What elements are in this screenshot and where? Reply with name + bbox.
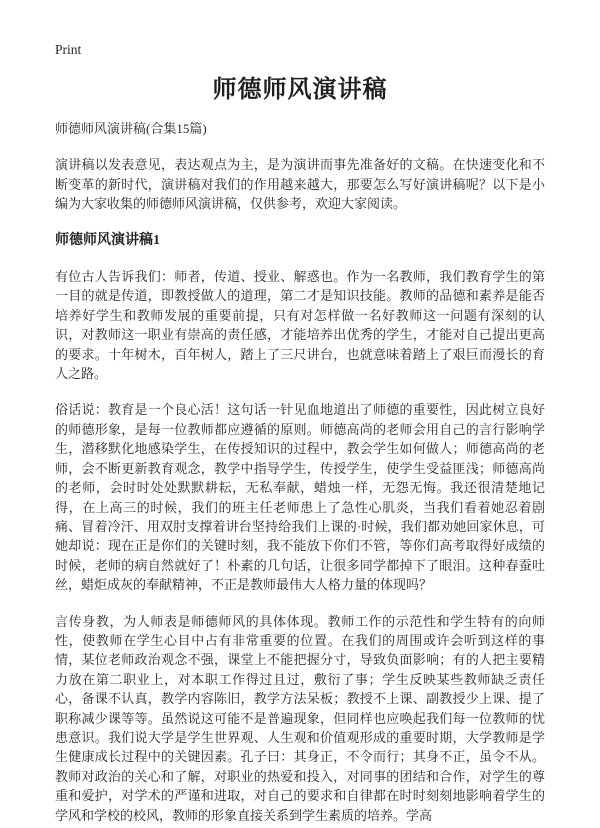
paragraph-2: 俗话说：教育是一个良心活！这句话一针见血地道出了师德的重要性，因此树立良好的师德形象，是每一位教师都应遵循的原则。师德高尚的老师会用自己的言行影响学生，潜移默化地感染学生，在传授知识的过程中，教会学生如何做人；师德高尚的老师，会不断更新教育观念，教学中指导学生，传授学生，使学生受益匪浅；师德高尚的老师，会时时处处默默耕耘，无私奉献，蜡烛一样，无怨无悔。我还很清楚地记得，在上高三的时候，我们的班主任老师患上了急性心肌炎，当我们看着她忍着剧痛、冒着冷汗、用双肘支撑着讲台坚持给我们上课的·时候，我们都劝她回家休息，可她却说：现在正是你们的关键时刻，我不能放下你们不管，等你们高考取得好成绩的时候，老师的病自然就好了！朴素的几句话，让很多同学都掉下了眼泪。这种春蚕吐丝，蜡炬成灰的奉献精神，不正是教师最伟大人格力量的体现吗？ (55, 402, 545, 593)
intro-paragraph: 演讲稿以发表意见，表达观点为主，是为演讲而事先准备好的文稿。在快速变化和不断变革的新时代，演讲稿对我们的作用越来越大，那要怎么写好演讲稿呢？以下是小编为大家收集的师德师风演讲稿，仅供参考，欢迎大家阅读。 (55, 157, 545, 212)
paragraph-3-truncated: 言传身教，为人师表是师德师风的具体体现。教师工作的示范性和学生特有的向师性，使教师在学生心目中占有非常重要的位置。在我们的周围或许会听到这样的事情，某位老师政治观念不强，课堂上不能把握分寸，导致负面影响；有的人把主要精力放在第二职业上，对本职工作得过且过，敷衍了事；学生反映某些教师缺乏责任心，备课不认真，教学内容陈旧，教学方法呆板；教授不上课、副教授少上课、提了职称减少课等等。虽然说这可能不是普遍现象，但同样也应唤起我们每一位教师的忧患意识。我们说大学是学生世界观、人生观和价值观形成的重要时期，大学教师是学生健康成长过程中的关键因素。孔子曰：其身正，不令而行；其身不正，虽令不从。教师对政治的关心和了解，对职业的热爱和投入，对同事的团结和合作，对学生的尊重和爱护，对学术的严谨和进取，对自己的要求和自律都在时时刻刻地影响着学生的学风和学校的校风，教师的形象直接关系到学生素质的培养。学高 (55, 613, 545, 823)
print-button[interactable]: Print (55, 42, 82, 57)
document-subtitle: 师德师风演讲稿(合集15篇) (55, 121, 207, 136)
section-heading-1: 师德师风演讲稿1 (55, 232, 160, 248)
paragraph-1: 有位古人告诉我们：师者，传道、授业、解惑也。作为一名教师，我们教育学生的第一目的就是传道，即教授做人的道理，第二才是知识技能。教师的品德和素养是能否培养好学生和教师发展的重要前提，只有对怎样做一名好教师这一问题有深刻的认识，对教师这一职业有崇高的责任感，才能培养出优秀的学生，才能对自己提出更高的要求。十年树木，百年树人，踏上了三尺讲台，也就意味着踏上了艰巨而漫长的育人之路。 (55, 269, 545, 382)
page-title: 师德师风演讲稿 (212, 77, 388, 103)
